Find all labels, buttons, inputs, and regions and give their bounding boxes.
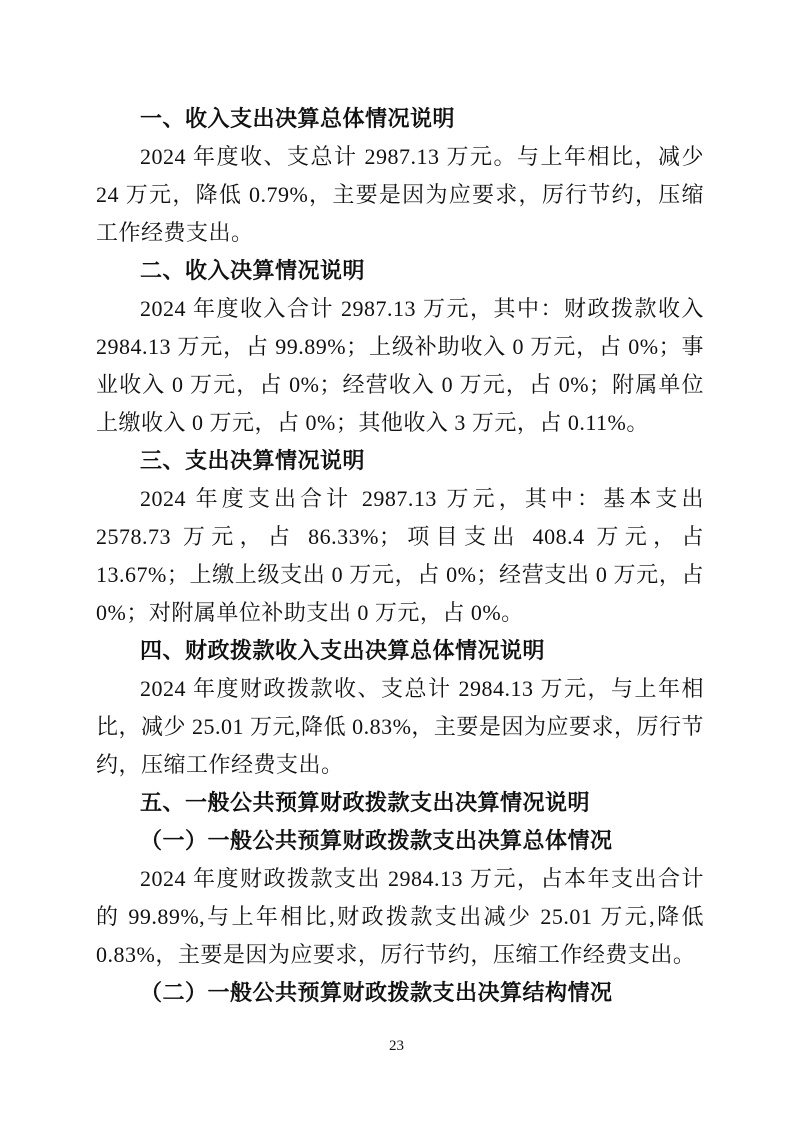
subsection-heading-5-2: （二）一般公共预算财政拨款支出决算结构情况 bbox=[140, 980, 613, 1005]
section-paragraph-2: 2024 年度收入合计 2987.13 万元，其中：财政拨款收入 2984.13 万元，占 99.89%；上级补助收入 0 万元，占 0%；事业收入 0 万元，占 0%；经营收入 0 万元，占 0%；附属单位上缴收入 0 万元，占 0%；其他收入 3 万元，占 0.11%。 bbox=[96, 296, 704, 435]
section-paragraph-4: 2024 年度财政拨款收、支总计 2984.13 万元，与上年相比，减少 25.01 万元,降低 0.83%，主要是因为应要求，厉行节约，压缩工作经费支出。 bbox=[96, 676, 704, 777]
section-heading-3: 三、支出决算情况说明 bbox=[140, 448, 366, 473]
section-heading-5: 五、一般公共预算财政拨款支出决算情况说明 bbox=[140, 790, 591, 815]
section-paragraph-1: 2024 年度收、支总计 2987.13 万元。与上年相比，减少 24 万元，降低 0.79%，主要是因为应要求，厉行节约，压缩工作经费支出。 bbox=[96, 144, 704, 245]
section-heading-2: 二、收入决算情况说明 bbox=[140, 258, 366, 283]
section-heading-1: 一、收入支出决算总体情况说明 bbox=[140, 106, 456, 131]
section-paragraph-3: 2024 年度支出合计 2987.13 万元，其中：基本支出 2578.73 万元，占 86.33%；项目支出 408.4 万元，占 13.67%；上缴上级支出 0 万元，占 0%；经营支出 0 万元，占 0%；对附属单位补助支出 0 万元，占 0%。 bbox=[96, 486, 704, 625]
subsection-heading-5-1: （一）一般公共预算财政拨款支出决算总体情况 bbox=[140, 828, 613, 853]
section-paragraph-5-1: 2024 年度财政拨款支出 2984.13 万元，占本年支出合计的 99.89%,与上年相比,财政拨款支出减少 25.01 万元,降低 0.83%，主要是因为应要求，厉行节约，压缩工作经费支出。 bbox=[96, 866, 704, 967]
document-body bbox=[96, 100, 704, 1012]
page-number: 23 bbox=[389, 1038, 404, 1054]
section-heading-4: 四、财政拨款收入支出决算总体情况说明 bbox=[140, 638, 546, 663]
